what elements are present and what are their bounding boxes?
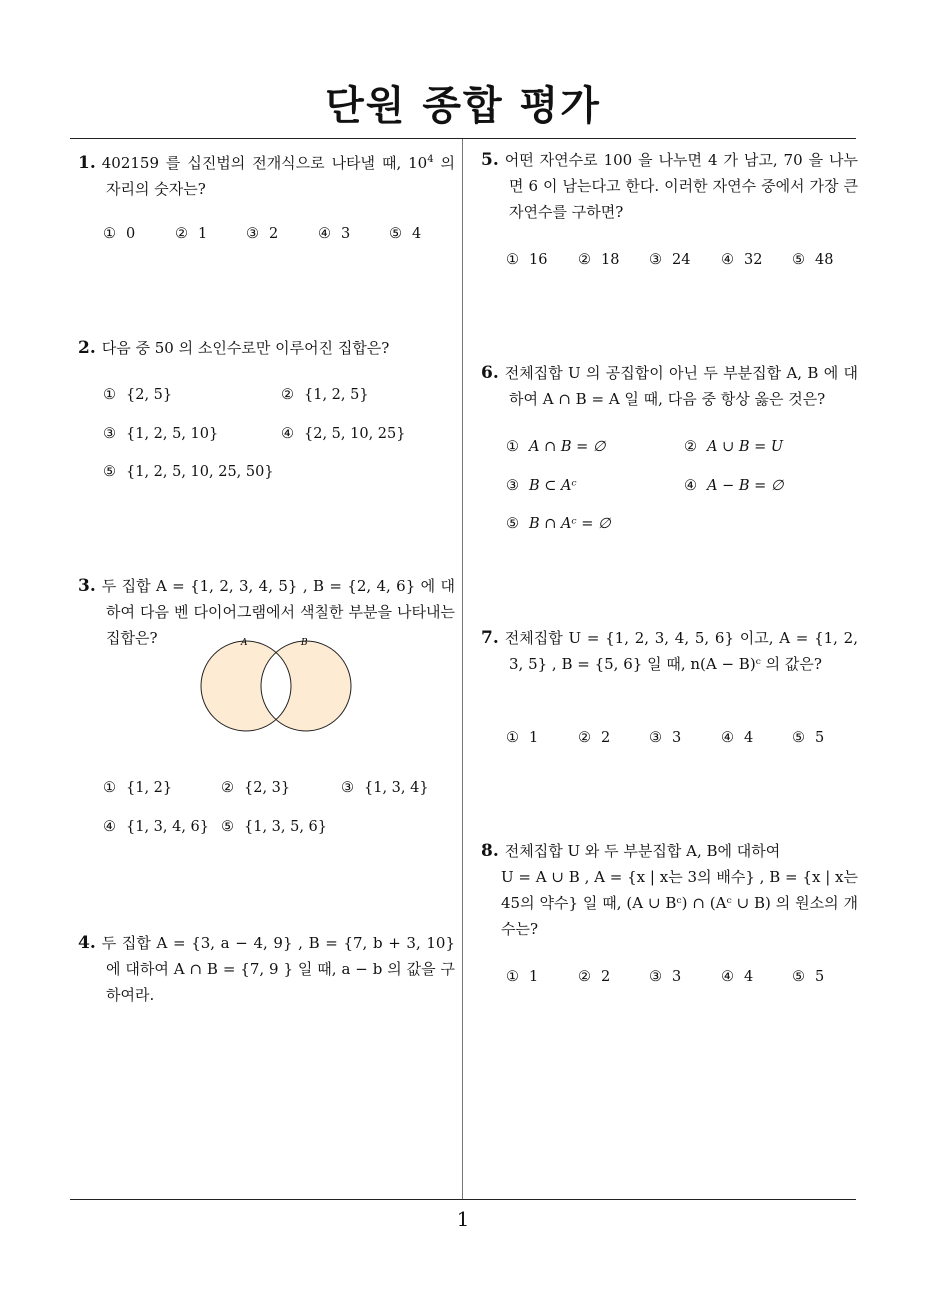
option[interactable]: ② 1	[175, 226, 208, 242]
option[interactable]: ③ {1, 2, 5, 10}	[103, 426, 219, 442]
question-7	[481, 625, 858, 677]
question-2	[78, 335, 455, 361]
option[interactable]: ⑤ 4	[389, 226, 422, 242]
top-rule	[70, 138, 856, 139]
question-number: 3.	[78, 576, 96, 596]
option[interactable]: ① A ∩ B = ∅	[506, 439, 606, 455]
question-text: 전체집합 U 의 공집합이 아닌 두 부분집합 A, B 에 대하여 A ∩ B = A 일 때, 다음 중 항상 옳은 것은?	[504, 364, 858, 408]
column-separator	[462, 139, 463, 1199]
question-number: 5.	[481, 150, 499, 170]
option[interactable]: ⑤ {1, 2, 5, 10, 25, 50}	[103, 464, 274, 480]
question-number: 6.	[481, 363, 499, 383]
option[interactable]: ② {2, 3}	[221, 780, 291, 796]
option[interactable]: ③ 2	[246, 226, 279, 242]
option[interactable]: ② 18	[578, 252, 620, 268]
option[interactable]: ① {1, 2}	[103, 780, 173, 796]
option[interactable]: ④ 4	[721, 730, 754, 746]
option[interactable]: ④ 32	[721, 252, 763, 268]
question-8	[481, 838, 858, 942]
question-5	[481, 147, 858, 225]
option[interactable]: ③ B ⊂ Aᶜ	[506, 478, 577, 494]
option[interactable]: ③ {1, 3, 4}	[341, 780, 429, 796]
exponent: 4	[427, 154, 434, 165]
question-4	[78, 930, 455, 1008]
option[interactable]: ⑤ 5	[792, 969, 825, 985]
option[interactable]: ④ {2, 5, 10, 25}	[281, 426, 406, 442]
option[interactable]: ⑤ 5	[792, 730, 825, 746]
question-text: 전체집합 U 와 두 부분집합 A, B에 대하여	[504, 842, 781, 860]
question-text: 다음 중 50 의 소인수로만 이루어진 집합은?	[101, 339, 390, 357]
question-text-cont: U = A ∪ B , A = {x | x는 3의 배수} , B = {x | x는 45의 약수} 일 때, (A ∪ Bᶜ) ∩ (Aᶜ ∪ B) 의 원소의 개수는?	[501, 868, 858, 938]
question-number: 1.	[78, 153, 96, 173]
option[interactable]: ① 0	[103, 226, 136, 242]
question-text-cont: 의 자리의 숫자는?	[106, 154, 455, 198]
option[interactable]: ① {2, 5}	[103, 387, 173, 403]
question-text: 두 집합 A = {3, a − 4, 9} , B = {7, b + 3, 10} 에 대하여 A ∩ B = {7, 9 } 일 때, a − b 의 값을 구하여라.	[101, 934, 455, 1004]
bottom-rule	[70, 1199, 856, 1200]
option[interactable]: ④ {1, 3, 4, 6}	[103, 819, 210, 835]
option[interactable]: ④ A − B = ∅	[684, 478, 784, 494]
option[interactable]: ① 16	[506, 252, 548, 268]
question-number: 8.	[481, 841, 499, 861]
option[interactable]: ② 2	[578, 969, 611, 985]
option[interactable]: ② A ∪ B = U	[684, 439, 784, 455]
question-number: 7.	[481, 628, 499, 648]
option[interactable]: ⑤ 48	[792, 252, 834, 268]
question-text: 전체집합 U = {1, 2, 3, 4, 5, 6} 이고, A = {1, 2, 3, 5} , B = {5, 6} 일 때, n(A − B)ᶜ 의 값은?	[504, 629, 858, 673]
venn-label-a: A	[241, 638, 248, 648]
option[interactable]: ⑤ {1, 3, 5, 6}	[221, 819, 328, 835]
option[interactable]: ⑤ B ∩ Aᶜ = ∅	[506, 516, 611, 532]
venn-diagram	[195, 632, 360, 736]
option[interactable]: ③ 3	[649, 730, 682, 746]
page-title: 단원 종합 평가	[325, 83, 601, 129]
question-number: 2.	[78, 338, 96, 358]
question-6	[481, 360, 858, 412]
option[interactable]: ④ 3	[318, 226, 351, 242]
option[interactable]: ③ 24	[649, 252, 691, 268]
option[interactable]: ① 1	[506, 730, 539, 746]
question-text: 402159 를 십진법의 전개식으로 나타낼 때, 10	[101, 154, 428, 172]
page-number: 1	[456, 1207, 470, 1231]
question-1	[78, 147, 455, 202]
option[interactable]: ① 1	[506, 969, 539, 985]
option[interactable]: ④ 4	[721, 969, 754, 985]
option[interactable]: ③ 3	[649, 969, 682, 985]
question-number: 4.	[78, 933, 96, 953]
option[interactable]: ② {1, 2, 5}	[281, 387, 369, 403]
option[interactable]: ② 2	[578, 730, 611, 746]
question-text: 어떤 자연수로 100 을 나누면 4 가 남고, 70 을 나누면 6 이 남는다고 한다. 이러한 자연수 중에서 가장 큰 자연수를 구하면?	[504, 151, 858, 221]
venn-label-b: B	[301, 638, 308, 648]
question-text: 두 집합 A = {1, 2, 3, 4, 5} , B = {2, 4, 6} 에 대하여 다음 벤 다이어그램에서 색칠한 부분을 나타내는 집합은?	[101, 577, 455, 647]
